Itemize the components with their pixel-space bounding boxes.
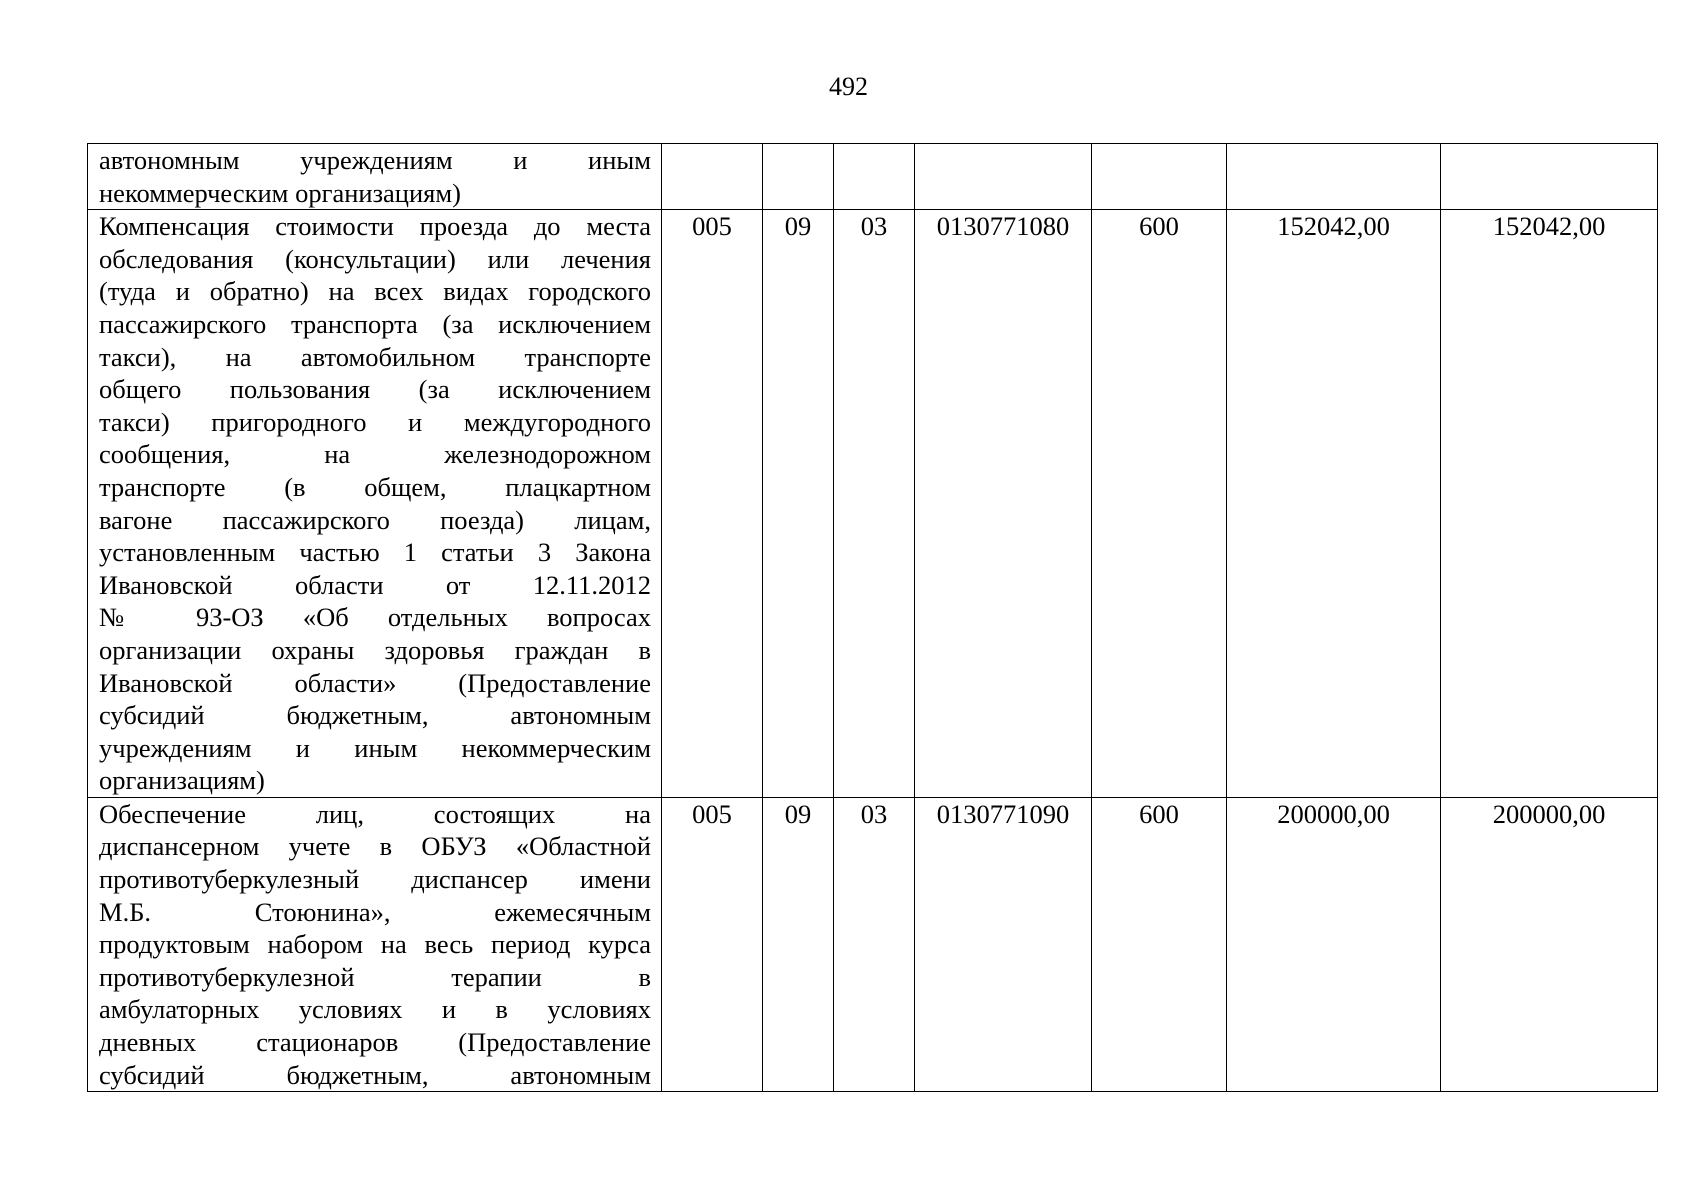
- description-line: вагоне пассажирского поезда) лицам,: [99, 504, 651, 535]
- budget-table: [87, 143, 1658, 1092]
- description-line: противотуберкулезный диспансер имени: [99, 864, 651, 895]
- description-line: Обеспечение лиц, состоящих на: [99, 798, 651, 829]
- table-row: [88, 210, 1658, 798]
- subsection-code-cell: 03: [834, 210, 915, 798]
- ministry-code-cell: 005: [662, 210, 763, 798]
- description-line: М.Б. Стоюнина», ежемесячным: [99, 896, 651, 927]
- description-line: Компенсация стоимости проезда до места: [99, 211, 651, 242]
- description-cell: [88, 797, 662, 1091]
- amount-second-cell: 152042,00: [1441, 210, 1658, 798]
- description-line: такси), на автомобильном транспорте: [99, 341, 651, 372]
- description-cell: [88, 144, 662, 210]
- description-cell: [88, 210, 662, 798]
- amount-first-cell: 200000,00: [1227, 797, 1441, 1091]
- description-line: дневных стационаров (Предоставление: [99, 1027, 651, 1058]
- expense-type-cell: [1092, 144, 1227, 210]
- description-line: некоммерческим организациям): [99, 177, 461, 208]
- section-code-cell: 09: [763, 210, 834, 798]
- ministry-code-cell: [662, 144, 763, 210]
- description-line: учреждениям и иным некоммерческим: [99, 732, 651, 763]
- amount-first-cell: 152042,00: [1227, 210, 1441, 798]
- subsection-code-cell: 03: [834, 797, 915, 1091]
- section-code-cell: 09: [763, 797, 834, 1091]
- description-line: противотуберкулезной терапии в: [99, 961, 651, 992]
- subsection-code-cell: [834, 144, 915, 210]
- amount-second-cell: 200000,00: [1441, 797, 1658, 1091]
- target-article-cell: 0130771090: [915, 797, 1092, 1091]
- target-article-cell: [915, 144, 1092, 210]
- description-line: пассажирского транспорта (за исключением: [99, 308, 651, 339]
- description-line: организациям): [99, 765, 265, 796]
- description-line: транспорте (в общем, плацкартном: [99, 471, 651, 502]
- table-row: [88, 797, 1658, 1091]
- description-line: такси) пригородного и междугородного: [99, 406, 651, 437]
- section-code-cell: [763, 144, 834, 210]
- table-body: [88, 144, 1658, 1092]
- description-line: сообщения, на железнодорожном: [99, 439, 651, 470]
- target-article-cell: 0130771080: [915, 210, 1092, 798]
- table-row: [88, 144, 1658, 210]
- description-line: Ивановской области от 12.11.2012: [99, 569, 651, 600]
- expense-type-cell: 600: [1092, 797, 1227, 1091]
- description-line: организации охраны здоровья граждан в: [99, 634, 651, 665]
- description-line: автономным учреждениям и иным: [99, 145, 651, 175]
- description-line: (туда и обратно) на всех видах городского: [99, 276, 651, 307]
- amount-first-cell: [1227, 144, 1441, 210]
- description-line: амбулаторных условиях и в условиях: [99, 994, 651, 1025]
- description-line: установленным частью 1 статьи 3 Закона: [99, 537, 651, 568]
- page-number: 492: [829, 72, 868, 101]
- amount-second-cell: [1441, 144, 1658, 210]
- description-line: диспансерном учете в ОБУЗ «Областной: [99, 831, 651, 862]
- description-line: общего пользования (за исключением: [99, 374, 651, 405]
- description-line: обследования (консультации) или лечения: [99, 243, 651, 274]
- description-line: № 93-ОЗ «Об отдельных вопросах: [99, 602, 651, 633]
- description-line: продуктовым набором на весь период курса: [99, 929, 651, 960]
- description-line: субсидий бюджетным, автономным: [99, 700, 651, 731]
- expense-type-cell: 600: [1092, 210, 1227, 798]
- description-line: субсидий бюджетным, автономным: [99, 1059, 651, 1090]
- description-line: Ивановской области» (Предоставление: [99, 667, 651, 698]
- ministry-code-cell: 005: [662, 797, 763, 1091]
